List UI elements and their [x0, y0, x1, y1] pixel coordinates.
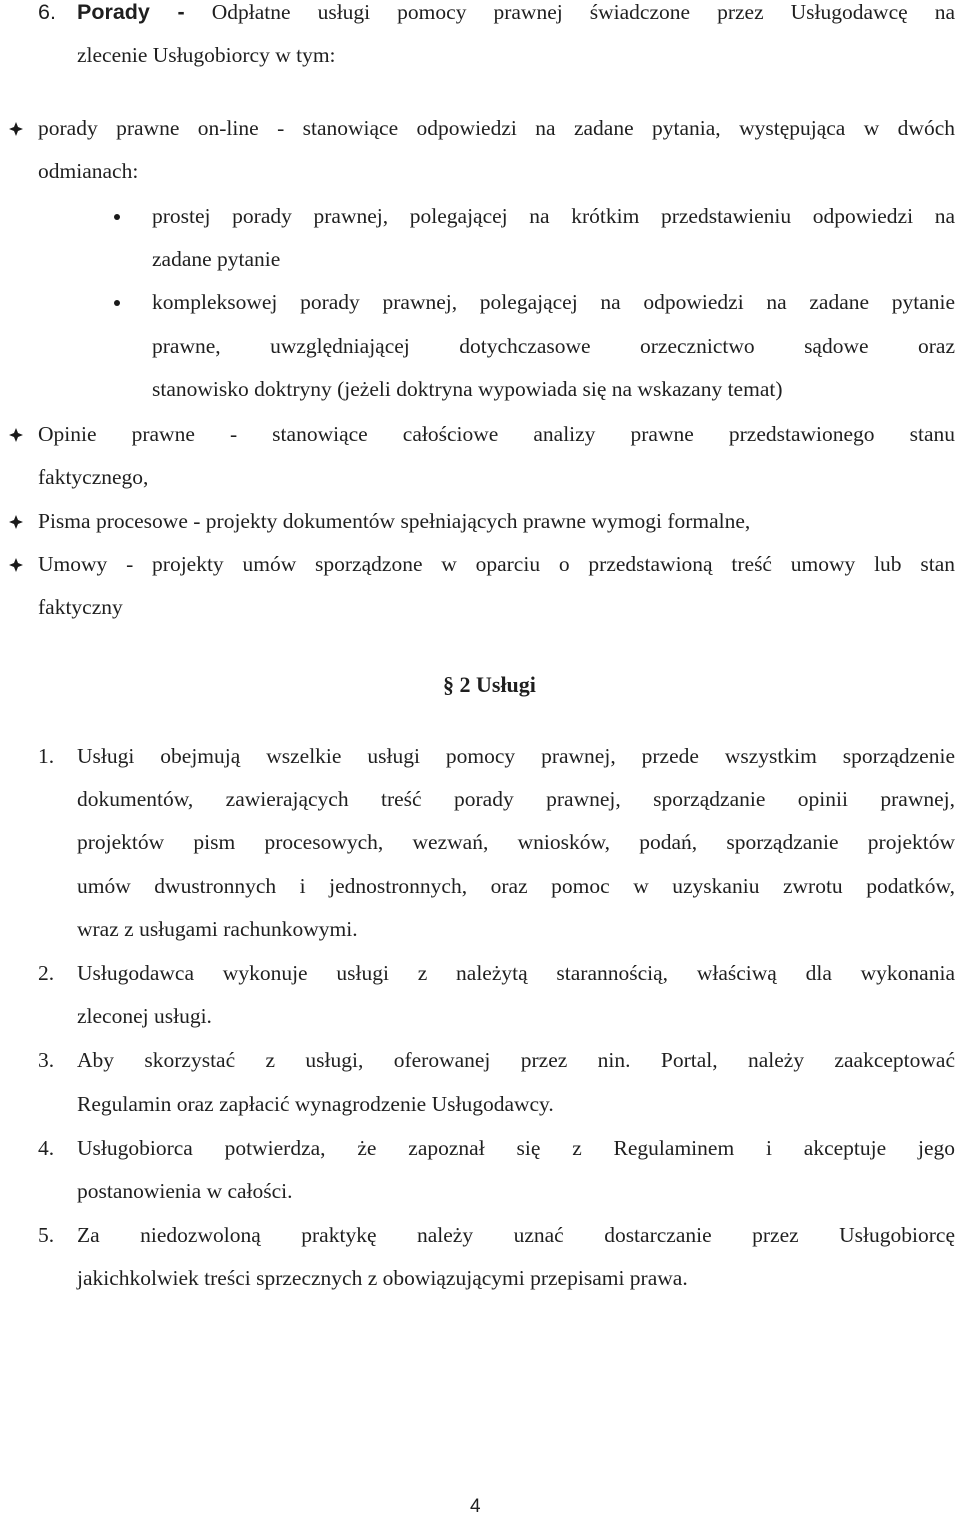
numbered-4-line-2: postanowienia w całości.	[77, 1179, 293, 1203]
numbered-3-number: 3.	[38, 1048, 55, 1072]
round-bullet-icon	[114, 300, 120, 306]
item-6-line-2: zlecenie Usługobiorcy w tym:	[77, 43, 336, 67]
round-bullet-icon	[114, 214, 120, 220]
bullet-2-line-2: faktycznego,	[38, 465, 149, 489]
diamond-bullet-icon	[9, 558, 23, 572]
subbullet-1-line-2: zadane pytanie	[152, 247, 281, 271]
subbullet-2-line-2: prawne, uwzględniającej dotychczasowe orzecznictwo sądowe oraz	[152, 334, 955, 358]
section-title: § 2 Usługi	[443, 672, 536, 697]
numbered-3-line-2: Regulamin oraz zapłacić wynagrodzenie Usługodawcy.	[77, 1092, 554, 1116]
numbered-5-line-2: jakichkolwiek treści sprzecznych z obowiązującymi przepisami prawa.	[77, 1266, 688, 1290]
numbered-1-line-2: dokumentów, zawierających treść porady prawnej, sporządzanie opinii prawnej,	[77, 787, 955, 811]
numbered-2-line-2: zleconej usługi.	[77, 1004, 212, 1028]
diamond-bullet-icon	[9, 122, 23, 136]
bullet-4-line-2: faktyczny	[38, 595, 123, 619]
bullet-1-line-1: porady prawne on-line - stanowiące odpowiedzi na zadane pytania, występująca w dwóch	[38, 116, 955, 140]
subbullet-1-line-1: prostej porady prawnej, polegającej na krótkim przedstawieniu odpowiedzi na	[152, 204, 955, 228]
numbered-1-line-3: projektów pism procesowych, wezwań, wniosków, podań, sporządzanie projektów	[77, 830, 955, 854]
diamond-bullet-icon	[9, 515, 23, 529]
numbered-1-line-1: Usługi obejmują wszelkie usługi pomocy prawnej, przede wszystkim sporządzenie	[77, 744, 955, 768]
numbered-2-line-1: Usługodawca wykonuje usługi z należytą starannością, właściwą dla wykonania	[77, 961, 955, 985]
item-6-lead-rest: Odpłatne usługi pomocy prawnej świadczone przez Usługodawcę na	[211, 0, 956, 24]
numbered-1-line-5: wraz z usługami rachunkowymi.	[77, 917, 358, 941]
numbered-1-number: 1.	[38, 744, 55, 768]
subbullet-2-line-1: kompleksowej porady prawnej, polegającej na odpowiedzi na zadane pytanie	[152, 290, 955, 314]
item-number: 6.	[38, 0, 56, 24]
numbered-5-line-1: Za niedozwoloną praktykę należy uznać dostarczanie przez Usługobiorcę	[77, 1223, 955, 1247]
bullet-1-line-2: odmianach:	[38, 159, 139, 183]
bullet-3-line-1: Pisma procesowe - projekty dokumentów spełniających prawne wymogi formalne,	[38, 509, 751, 533]
page-number: 4	[470, 1496, 481, 1517]
bullet-4-line-1: Umowy - projekty umów sporządzone w oparciu o przedstawioną treść umowy lub stan	[38, 552, 955, 576]
numbered-4-number: 4.	[38, 1136, 55, 1160]
item-6-line-1	[77, 2, 955, 24]
subbullet-2-line-3: stanowisko doktryny (jeżeli doktryna wypowiada się na wskazany temat)	[152, 377, 783, 401]
item-6-bold-lead: Porady -	[77, 0, 185, 24]
numbered-3-line-1: Aby skorzystać z usługi, oferowanej przez nin. Portal, należy zaakceptować	[77, 1048, 955, 1072]
diamond-bullet-icon	[9, 428, 23, 442]
numbered-5-number: 5.	[38, 1223, 55, 1247]
numbered-4-line-1: Usługobiorca potwierdza, że zapoznał się z Regulaminem i akceptuje jego	[77, 1136, 955, 1160]
bullet-2-line-1: Opinie prawne - stanowiące całościowe analizy prawne przedstawionego stanu	[38, 422, 955, 446]
numbered-2-number: 2.	[38, 961, 55, 985]
numbered-1-line-4: umów dwustronnych i jednostronnych, oraz pomoc w uzyskaniu zwrotu podatków,	[77, 874, 955, 898]
